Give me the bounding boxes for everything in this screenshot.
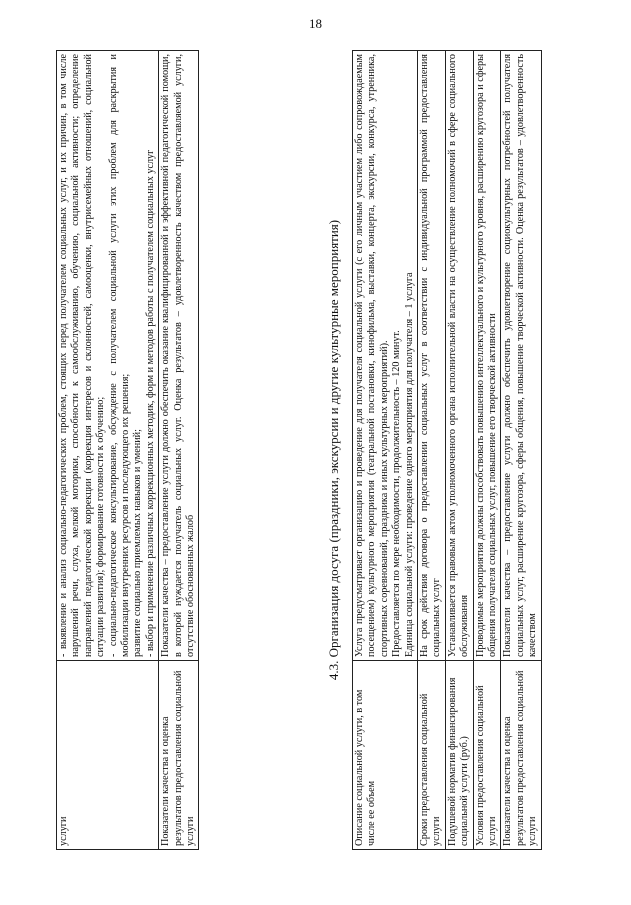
row-label: Условия предоставления социальной услуги (473, 661, 501, 850)
list-item: Проводимые мероприятия должны способствовать повышению интеллектуального и культурного уровня, расширению кругозора и сферы общения получателя социальных услуг, повышение его творческой активности (474, 54, 499, 657)
list-item: Показатели качества – предоставление услуги должно обеспечить удовлетворение социокультурных потребностей получателя социальных услуг, расширение кругозора, сферы общения, повышение творческой активности. Оценка результатов – удовлетворенность качеством (502, 54, 539, 657)
table-row (445, 51, 473, 850)
table-row (353, 51, 418, 850)
row-content (418, 51, 446, 661)
table-row (473, 51, 501, 850)
list-item: Показатели качества – предоставление услуги должно обеспечить оказание квалифицированной и эффективной педагогической помощи, в которой нуждается получатель социальных услуг. Оценка результатов – удовлетворенность качеством предоставляемой услуги, отсутствие обоснованных жалоб (160, 54, 197, 657)
row-label: Показатели качества и оценка результатов предоставления социальной услуги (159, 661, 199, 850)
service-table-1 (56, 50, 199, 850)
list-item: Предоставляется по мере необходимости, продолжительность – 120 минут. (391, 330, 403, 657)
list-item: На срок действия договора о предоставлении социальных услуг в соответствии с индивидуальной программой предоставления социальных услуг (419, 54, 443, 657)
table-row (57, 51, 159, 850)
list-item: Устанавливается правовым актом уполномоченного органа исполнительной власти на осуществление полномочий в сфере социального обслуживания (446, 54, 471, 657)
row-label: услуги (57, 661, 159, 850)
row-label: Сроки предоставления социальной услуги (418, 661, 446, 850)
page-number: 18 (309, 16, 322, 31)
row-content (353, 51, 418, 661)
row-content (445, 51, 473, 661)
list-item: - выявление и анализ социально-педагогических проблем, стоящих перед получателем социальных услуг, и их причин, в том числе нарушений речи, слуха, мелкой моторики, способности к самообслуживанию, обучению, социальной активности; определение направлений педагогической коррекции (коррекция интересов и склонностей, самооценки, внутрисемейных отношений, социальной ситуации развития); формирование готовности к обучению; (58, 54, 107, 657)
row-content (473, 51, 501, 661)
rotated-page-content (56, 50, 616, 850)
table-row (159, 51, 199, 850)
list-item: развитие социально приемлемых навыков и умений; (132, 429, 144, 657)
list-item: Единица социальной услуги: проведение одного мероприятия для получателя – 1 услуга (403, 272, 415, 657)
table-row (501, 51, 541, 850)
section-heading: 4.3. Организация досуга (праздники, экскурсии и другие культурные мероприятия) (326, 219, 341, 681)
row-label: Показатели качества и оценка результатов предоставления социальной услуги (501, 661, 541, 850)
list-item: Услуга предусматривает организацию и проведение для получателя социальной услуги (с его личным участием либо сопровождаемым посещением) культурного мероприятия (театральной постановки, кинофильма, выставки, концерта, экскурсии, конкурса, утренника, спортивных соревнований, праздника и иных культурных мероприятий). (354, 54, 390, 657)
row-content (159, 51, 199, 661)
row-content (501, 51, 541, 661)
row-content (57, 51, 159, 661)
table-row (418, 51, 446, 850)
list-item: - социально-педагогическое консультирование, обсуждение с получателем социальной услуги этих проблем для раскрытия и мобилизации внутренних ресурсов и последующего их решения; (107, 54, 132, 657)
service-table-2 (352, 50, 542, 850)
row-label: Описание социальной услуги, в том числе ее объем (353, 661, 418, 850)
list-item: - выбор и применение различных коррекционных методик, форм и методов работы с получателем социальных услуг (144, 149, 156, 657)
row-label: Подушевой норматив финансирования социальной услуги (руб.) (445, 661, 473, 850)
